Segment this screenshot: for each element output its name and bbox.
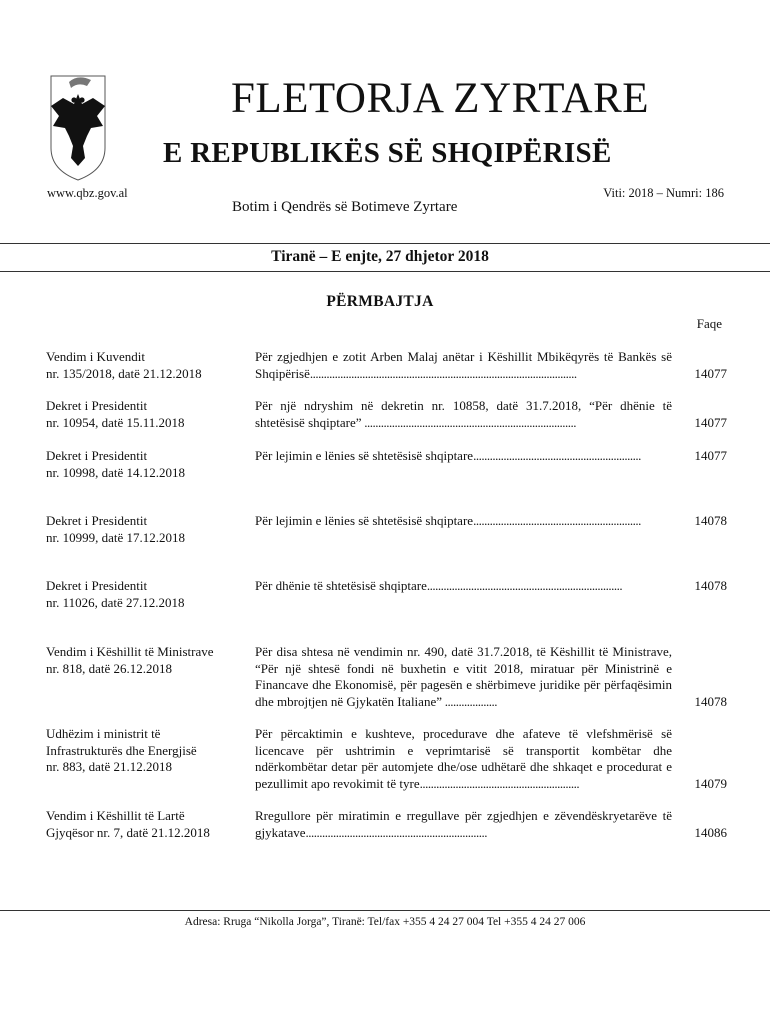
toc-description[interactable]: Për zgjedhjen e zotit Arben Malaj anëtar i Këshillit Mbikëqyrës të Bankës së Shqipërisë.................................................................................................	[255, 349, 672, 381]
toc-issuer	[46, 726, 236, 776]
toc-description[interactable]: Për disa shtesa në vendimin nr. 490, datë 31.7.2018, të Këshillit të Ministrave, “Për një shtesë fondi në buxhetin e vitit 2018, miratuar për Ministrinë e Financave dhe Ekonomisë, për pagesën e shërbimeve juridike për përfaqësimin dhe mbrojtjen në Gjykatën Italiane” ...................	[255, 644, 672, 709]
toc-description[interactable]: Për përcaktimin e kushteve, procedurave dhe afateve të vlefshmërisë së licencave për ushtrimin e veprimtarisë së transportit kombëtar dhe ndërkombëtar detar për automjete dhe/ose udhëtarë dhe shkaqet e procedurat e pezullimit apo revokimit të tyre..........................................................	[255, 726, 672, 791]
description-text: Për një ndryshim në dekretin nr. 10858, datë 31.7.2018, “Për dhënie të shtetësisë shqiptare”	[255, 398, 672, 430]
footer-divider	[0, 910, 770, 911]
toc-page-number: 14077	[694, 448, 727, 463]
toc-issuer	[46, 398, 236, 431]
top-divider	[0, 243, 770, 244]
dateline-divider	[0, 271, 770, 272]
toc-page-number: 14078	[694, 513, 727, 528]
issuer-line: Dekret i Presidentit	[46, 398, 148, 413]
toc-page-number: 14086	[694, 825, 727, 840]
issuer-line: Dekret i Presidentit	[46, 448, 148, 463]
page-column-header: Faqe	[696, 316, 722, 331]
gazette-subtitle: E REPUBLIKËS SË SHQIPËRISË	[163, 137, 612, 169]
contents-heading: PËRMBAJTJA	[326, 293, 434, 310]
issuer-line: Vendim i Këshillit të Lartë	[46, 808, 185, 823]
issuer-line: Vendim i Këshillit të Ministrave	[46, 644, 214, 659]
toc-issuer	[46, 808, 236, 841]
description-text: Për lejimin e lënies së shtetësisë shqiptare	[255, 513, 474, 528]
issuer-line: nr. 10999, datë 17.12.2018	[46, 529, 186, 545]
toc-description[interactable]: Rregullore për miratimin e rregullave për zgjedhjen e zëvendëskryetarëve të gjykatave..................................................................	[255, 808, 672, 840]
website-link[interactable]: www.qbz.gov.al	[47, 186, 128, 200]
issuer-line: Dekret i Presidentit	[46, 513, 148, 528]
toc-page-number: 14077	[694, 366, 727, 381]
toc-issuer	[46, 578, 236, 611]
description-text: Për disa shtesa në vendimin nr. 490, datë 31.7.2018, të Këshillit të Ministrave, “Për një shtesë fondi në buxhetin e vitit 2018, miratuar për Ministrinë e Financave dhe Ekonomisë, për pagesën e shërbimeve juridike për përfaqësimin dhe mbrojtjen në Gjykatën Italiane”	[255, 644, 672, 709]
issuer-line: Infrastrukturës dhe Energjisë	[46, 742, 197, 758]
toc-page-number: 14078	[694, 694, 727, 709]
description-text: Për lejimin e lënies së shtetësisë shqiptare	[255, 448, 474, 463]
year-issue-number: Viti: 2018 – Numri: 186	[603, 186, 724, 200]
description-text: Për dhënie të shtetësisë shqiptare	[255, 578, 427, 593]
issuer-line: Vendim i Kuvendit	[46, 349, 145, 364]
description-text: Për përcaktimin e kushteve, procedurave dhe afateve të vlefshmërisë së licencave për ushtrimin e veprimtarisë së transportit kombëtar dhe ndërkombëtar detar për automjete dhe/ose udhëtarë dhe shkaqet e procedurat e pezullimit apo revokimit të tyre	[255, 726, 672, 791]
description-text: Për zgjedhjen e zotit Arben Malaj anëtar i Këshillit Mbikëqyrës të Bankës së Shqipërisë	[255, 349, 672, 381]
dateline: Tiranë – E enjte, 27 dhjetor 2018	[271, 248, 489, 265]
toc-description[interactable]: Për dhënie të shtetësisë shqiptare.......................................................................	[255, 578, 623, 593]
toc-page-number: 14078	[694, 578, 727, 593]
issuer-line: nr. 10954, datë 15.11.2018	[46, 414, 185, 430]
publisher-line: Botim i Qendrës së Botimeve Zyrtare	[232, 199, 458, 215]
toc-page-number: 14077	[694, 415, 727, 430]
issuer-line: nr. 135/2018, datë 21.12.2018	[46, 365, 202, 381]
footer-address: Adresa: Rruga “Nikolla Jorga”, Tiranë: Tel/fax +355 4 24 27 004 Tel +355 4 24 27 006	[184, 916, 586, 928]
toc-description[interactable]: Për lejimin e lënies së shtetësisë shqiptare.............................................................	[255, 448, 641, 463]
issuer-line: nr. 818, datë 26.12.2018	[46, 660, 173, 676]
toc-description[interactable]: Për një ndryshim në dekretin nr. 10858, datë 31.7.2018, “Për dhënie të shtetësisë shqiptare” .............................................................................	[255, 398, 672, 430]
issuer-line: nr. 11026, datë 27.12.2018	[46, 594, 185, 610]
toc-issuer	[46, 349, 236, 382]
toc-issuer	[46, 448, 236, 481]
description-text: Rregullore për miratimin e rregullave për zgjedhjen e zëvendëskryetarëve të gjykatave	[255, 808, 672, 840]
issuer-line: Dekret i Presidentit	[46, 578, 148, 593]
issuer-line: Gjyqësor nr. 7, datë 21.12.2018	[46, 824, 210, 840]
issuer-line: nr. 883, datë 21.12.2018	[46, 759, 173, 774]
toc-issuer	[46, 644, 236, 677]
toc-issuer	[46, 513, 236, 546]
toc-page-number: 14079	[694, 776, 727, 791]
gazette-title: FLETORJA ZYRTARE	[230, 75, 650, 122]
toc-description[interactable]: Për lejimin e lënies së shtetësisë shqiptare.............................................................	[255, 513, 641, 528]
issuer-line: nr. 10998, datë 14.12.2018	[46, 464, 186, 480]
issuer-line: Udhëzim i ministrit të	[46, 726, 161, 741]
